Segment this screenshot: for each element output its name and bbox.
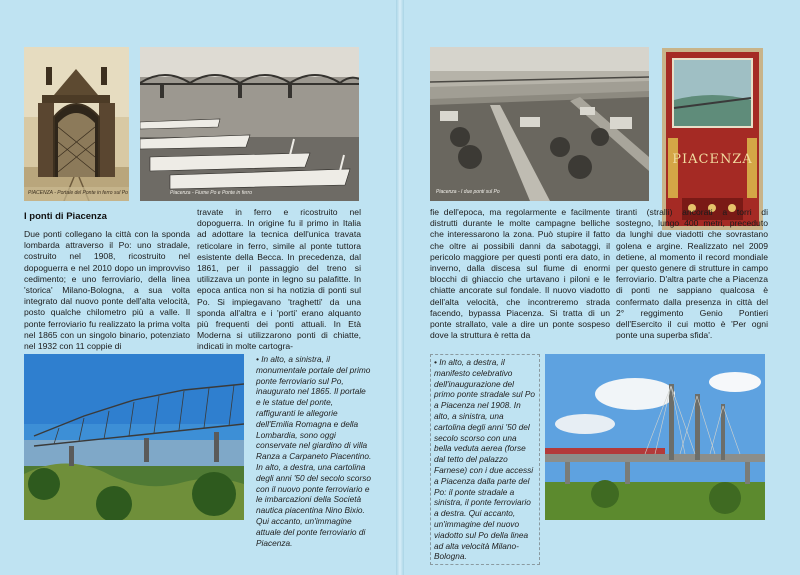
aerial-view-photo [430, 47, 649, 201]
left-photo-caption [256, 354, 372, 548]
right-photo-caption-text: • In alto, a destra, il manifesto celebrativo dell'inaugurazione del primo ponte stradale sul Po a Piacenza nel 1908. In alto, a sinistra, una cartolina degli anni '50 del secolo scorso con una bella veduta aerea (forse dal tetto del palazzo Farnese) con i due accessi a Piacenza dalla parte del Po: il ponte stradale a sinistra, il ponte ferroviario a destra. Qui accanto, un'immagine del nuovo viadotto sul Po della linea ad alta velocità Milano-Bologna. [434, 357, 536, 562]
high-speed-viaduct-photo [545, 354, 765, 520]
left-column-1 [24, 229, 190, 352]
right-column-1 [430, 207, 610, 341]
railway-bridge-photo [24, 354, 244, 520]
right-photo-caption [430, 354, 540, 565]
right-column-2-text: tiranti (stralli) ancorati a torri di sostegno, lungo 400 metri, preceduto da lunghi due viadotti che sovrastano golena e argine. Realizzato nel 2009 detiene, al momento il record mondiale per questo genere di strutture in campo ferroviario. D'altra parte che a Piacenza di ponti ne sappiano qualcosa è confermato dalla presenza in città del 2° reggimento Genio Pontieri dell'Esercito il cui motto è 'Per ogni ponte una superba sfida'. [616, 207, 768, 341]
left-column-2-text: travate in ferro e ricostruito nel dopoguerra. In origine fu il primo in Italia ad adottare la tecnica dell'unica travata reticolare in ferro, simile al ponte tuttora esistente della Becca. In precedenza, dal 1861, per il passaggio del treno si utilizzava un ponte in legno su palafitte. In epoca antica non si ha notizia di ponti sul Po. Si impiegavano 'traghetti' da una sponda all'altra e i 'porti' erano alquanto più frequenti dei ponti attuali. In Età Moderna si utilizzarono ponti di chiatte, indicati in molte cartogra- [197, 207, 361, 352]
aerial-photo-caption: Piacenza - I due ponti sul Po [436, 189, 500, 195]
article-heading: I ponti di Piacenza [24, 211, 107, 222]
left-column-2 [197, 207, 361, 353]
inauguration-poster [662, 48, 763, 230]
bridge-boats-photo [140, 47, 359, 201]
left-page [0, 0, 396, 575]
left-photo-caption-text: • In alto, a sinistra, il monumentale portale del primo ponte ferroviario sul Po, inaugurato nel 1865. Il portale e le statue del ponte, raffiguranti le allegorie dell'Emilia Romagna e della Lombardia, sono oggi conservate nel giardino di villa Ranza a Carpaneto Piacentino. In alto, a destra, una cartolina degli anni '50 del secolo scorso con il nuovo ponte ferroviario e le imbarcazioni della Società nautica piacentina Nino Bixio. Qui accanto, un'immagine attuale del ponte ferroviario di Piacenza. [256, 354, 372, 548]
right-column-2 [616, 207, 768, 341]
book-gutter [396, 0, 404, 575]
portal-photo-caption: PIACENZA - Portale del Ponte in ferro sul Po [28, 190, 128, 196]
portal-photo [24, 47, 129, 201]
right-page [404, 0, 800, 575]
bridge-boats-caption: Piacenza - Fiume Po e Ponte in ferro [170, 190, 252, 196]
poster-title: PIACENZA [672, 152, 753, 167]
left-column-1-text: Due ponti collegano la città con la sponda lombarda attraverso il Po: uno stradale, costruito nel 1908, ricostruito nel dopoguerra e nel 2010 dopo un improvviso cedimento; e uno ferroviario, della linea 'storica' Milano-Bologna, a sua volta integrato dal nuovo ponte dell'alta velocità, posto qualche chilometro più a valle. Il ponte ferroviario fu realizzato la prima volta nel 1865 con un singolo binario, potenziato nel 1932 con 11 coppie di [24, 229, 190, 352]
right-column-1-text: fie dell'epoca, ma regolarmente e facilmente distrutti durante le molte campagne belliche che interessarono la zona. Può stupire il fatto che oltre ai possibili danni da sabotaggi, il pericolo maggiore per questi ponti era dato, in inverno, dalla discesa sul fiume di enormi blocchi di ghiaccio che urtavano i piloni e le chiatte ancorate sul fondale. Il nuovo viadotto dell'alta velocità, che incontreremo strada facendo, bypassa Piacenza. Si tratta di un ponte strallato, vale a dire un ponte sospeso dove la struttura è retta da [430, 207, 610, 341]
